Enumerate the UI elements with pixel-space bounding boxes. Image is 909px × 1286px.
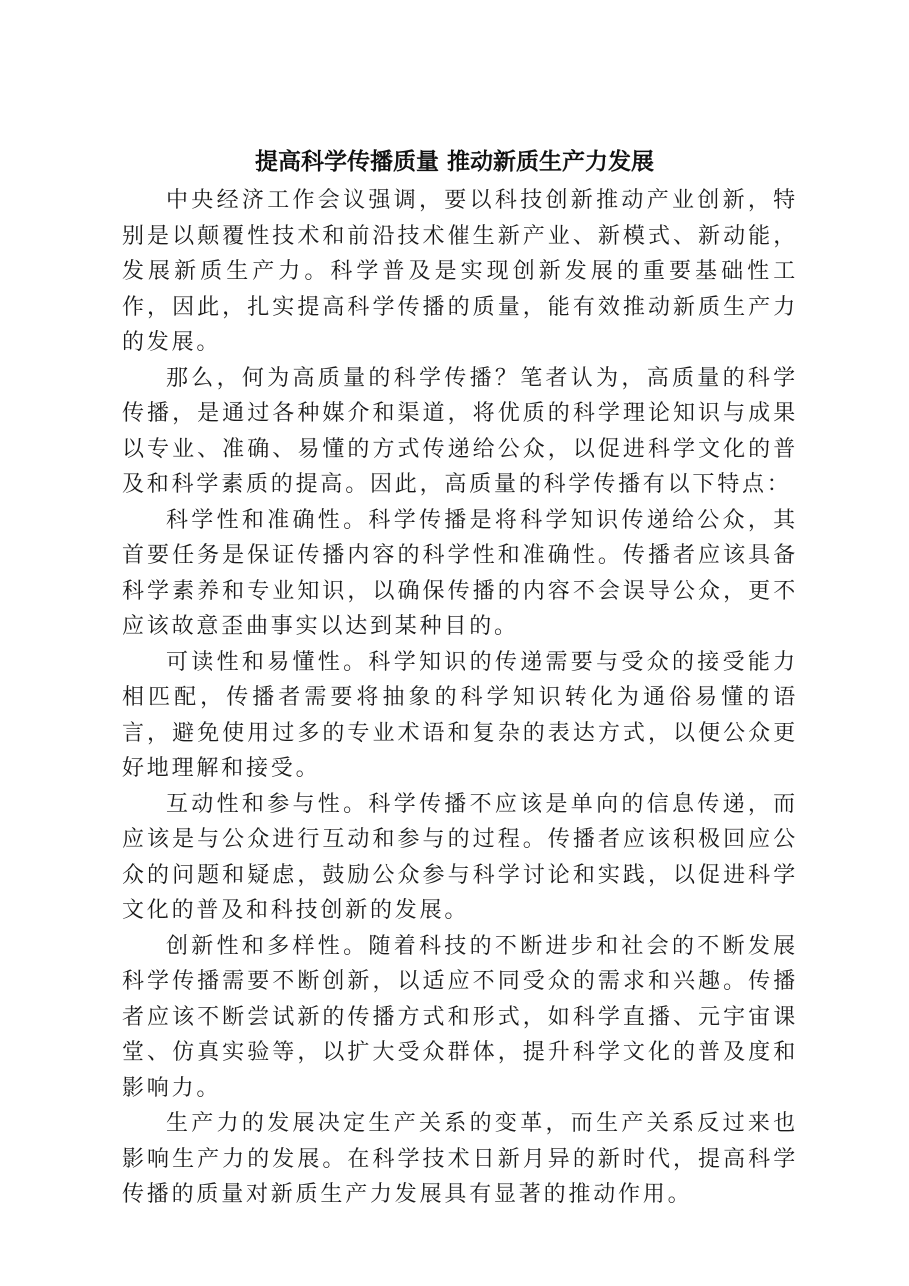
document-body	[122, 183, 798, 1213]
paragraph-innovation: 创新性和多样性。随着科技的不断进步和社会的不断发展科学传播需要不断创新，以适应不同受众的需求和兴趣。传播者应该不断尝试新的传播方式和形式，如科学直播、元宇宙课堂、仿真实验等，以扩大受众群体，提升科学文化的普及度和影响力。	[122, 933, 798, 1101]
paragraph-intro: 中央经济工作会议强调，要以科技创新推动产业创新，特别是以颠覆性技术和前沿技术催生新产业、新模式、新动能，发展新质生产力。科学普及是实现创新发展的重要基础性工作，因此，扎实提高科学传播的质量，能有效推动新质生产力的发展。	[122, 188, 798, 355]
paragraph-readability: 可读性和易懂性。科学知识的传递需要与受众的接受能力相匹配，传播者需要将抽象的科学知识转化为通俗易懂的语言，避免使用过多的专业术语和复杂的表达方式，以便公众更好地理解和接受。	[122, 649, 798, 781]
paragraph-interactivity: 互动性和参与性。科学传播不应该是单向的信息传递，而应该是与公众进行互动和参与的过程。传播者应该积极回应公众的问题和疑虑，鼓励公众参与科学讨论和实践，以促进科学文化的普及和科技创新的发展。	[122, 791, 798, 923]
document-title: 提高科学传播质量 推动新质生产力发展	[254, 148, 654, 175]
paragraph-definition: 那么，何为高质量的科学传播？笔者认为，高质量的科学传播，是通过各种媒介和渠道，将优质的科学理论知识与成果以专业、准确、易懂的方式传递给公众，以促进科学文化的普及和科学素质的提高。因此，高质量的科学传播有以下特点：	[122, 365, 798, 497]
paragraph-conclusion: 生产力的发展决定生产关系的变革，而生产关系反过来也影响生产力的发展。在科学技术日新月异的新时代，提高科学传播的质量对新质生产力发展具有显著的推动作用。	[122, 1111, 798, 1207]
paragraph-scientific-accuracy: 科学性和准确性。科学传播是将科学知识传递给公众，其首要任务是保证传播内容的科学性和准确性。传播者应该具备科学素养和专业知识，以确保传播的内容不会误导公众，更不应该故意歪曲事实以达到某种目的。	[122, 507, 798, 639]
